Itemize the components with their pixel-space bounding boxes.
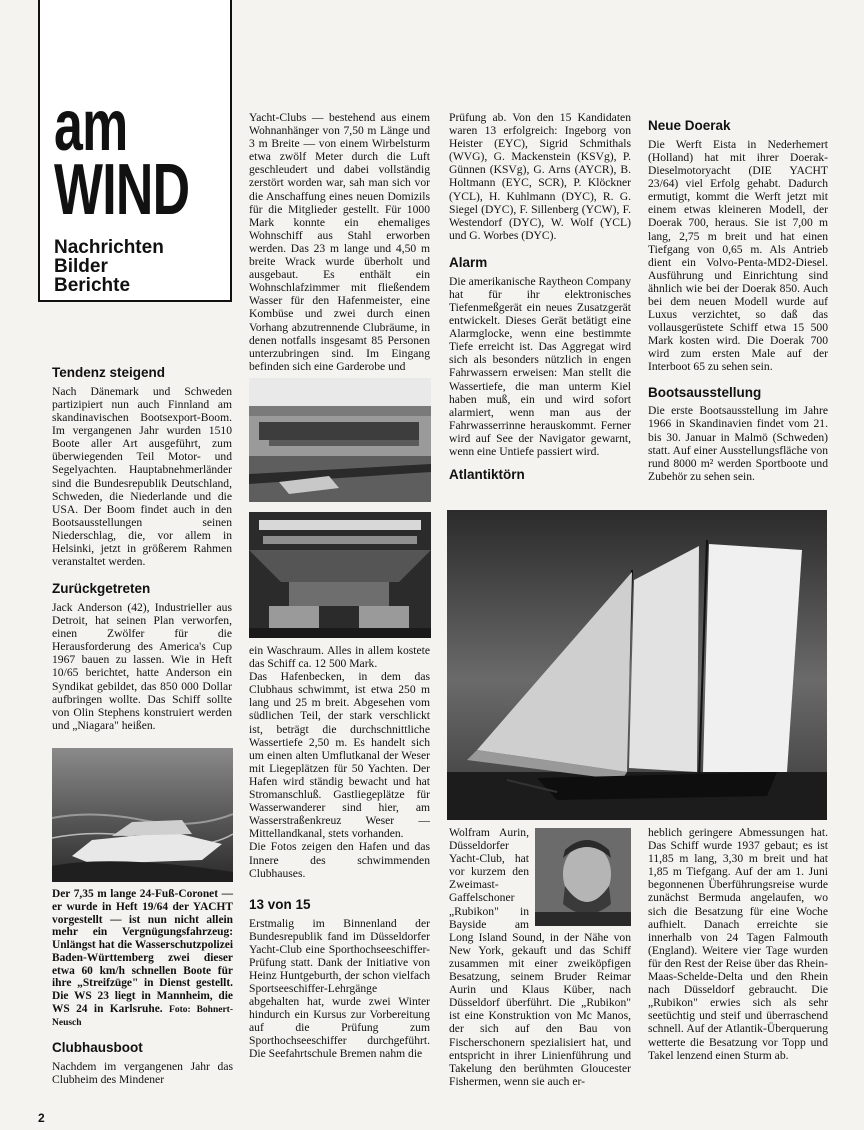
heading-bootsausstellung: Bootsausstellung <box>648 384 762 400</box>
masthead-subtitle <box>54 238 164 295</box>
heading-clubhausboot: Clubhausboot <box>52 1040 143 1055</box>
article-clubhausboot: Nachdem im vergangenen Jahr das Clubheim des Mindener <box>52 1059 233 1086</box>
masthead-sub-bilder: Bilder <box>54 256 108 277</box>
article-tendenz: Nach Dänemark und Schweden partizipiert nun auch Finnland am skandinavischen Bootsexport-Boom. Im vergangenen Jahr wurden 1510 Boote aller Art ausgeführt, zum überwiegenden Teil Motor- und Segelyachten. Hauptabnehmerländer sind die Bundesrepublik Deutschland, Schweden, die Niederlande und die USA. Der Boom findet auch in den Bootsausstellungen seinen Niederschlag, die, vor allem in Helsinki, jetzt in größerem Rahmen veranstaltet werden. <box>52 384 232 569</box>
article-hafenbecken: Das Hafenbecken, in dem das Clubhaus schwimmt, ist etwa 250 m lang und 25 m breit. Abgesehen vom südlichen Teil, der stark verschlickt ist, beträgt die durchschnittliche Wassertiefe 2,50 m. Es handelt sich um einen alten Umflutkanal der Weser mit Liegeplätzen für 50 Yachten. Der Hafen wird ständig bewacht und hat Stromanschluß. Gastliegeplätze für Wasserwanderer sind hier, am Wasserstraßenkreuz Weser — Mittellandkanal, stets vorhanden. <box>249 670 430 841</box>
article-neue-doerak: Die Werft Eista in Nederhemert (Holland) hat mit ihrer Doerak-Dieselmotoryacht (DIE YACHT 23/64) viel Erfolg gehabt. Dadurch ermutigt, kommt die Werft jetzt mit einem etwas kleineren Modell, der Doerak 700, heraus. Sie ist 7,00 m lang, 2,75 m breit und hat einen Tiefgang von 0,65 m. Als Antrieb dient ein Volvo-Penta-MD2-Diesel. Ausführung und Einrichtung sind ähnlich wie bei der Doerak 850. Auch bei dem neuen Modell wurde auf Luxus verzichtet, so daß das vollausgerüstete Schiff etwa 15 500 Mark kosten wird. Die Doerak 700 wird zum ersten Male auf der Interboot 65 zu sehen sein. <box>648 137 828 374</box>
heading-alarm: Alarm <box>449 254 488 270</box>
masthead-am: am <box>54 86 128 166</box>
caption-text: Der 7,35 m lange 24-Fuß-Coronet — er wurde in Heft 19/64 der YACHT vorgestellt — ist nun nicht allein mehr ein Vergnügungsfahrzeug: Unlängst hat die Wasserschutzpolizei Baden-Württemberg zwei dieser etwa 60 km/h schnellen Boote für ihre „Streifzüge" in Dienst gestellt. Die WS 23 liegt in Mannheim, die WS 24 in Karlsruhe. <box>52 888 233 1015</box>
schooner-rubikon-photo <box>447 510 827 820</box>
column-2-middle <box>249 644 430 1061</box>
heading-atlantiktoern: Atlantiktörn <box>449 467 525 483</box>
page-number: 2 <box>38 1111 45 1125</box>
heading-neue-doerak: Neue Doerak <box>648 118 731 133</box>
masthead-wind: WIND <box>54 150 190 230</box>
article-alarm: Die amerikanische Raytheon Company hat für ihr elektronisches Tiefenmeßgerät ein neues Zusatzgerät entwickelt. Dieses Gerät betätigt eine Alarmglocke, wenn eine bestimmte Tiefe erreicht ist. Das Aggregat wird sich als besonders nützlich in engen Fahrwassern erweisen: Man stellt die Wassertiefe, die man unterm Kiel haben muß, ein und wird sofort alarmiert, wenn man aus der Fahrwasserrinne herauskommt. Ferner wird auf See der Navigator gewarnt, wenn eine Untiefe passiert wird. <box>449 274 631 458</box>
column-3-bottom <box>449 826 631 1088</box>
coronet-photo-caption <box>52 888 233 1028</box>
coronet-boat-photo <box>52 748 233 882</box>
masthead-sub-berichte: Berichte <box>54 275 131 296</box>
heading-13-von-15: 13 von 15 <box>249 896 311 912</box>
column-4-bottom <box>648 826 828 1062</box>
article-clubhaus-cost: ein Waschraum. Alles in allem kostete das Schiff ca. 12 500 Mark. <box>249 644 430 671</box>
article-13-von-15: Erstmalig im Binnenland der Bundesrepublik fand im Düsseldorfer Yacht-Club eine Sporthochseeschiffer-Prüfung statt. Dank der Initiative von Heinz Huntgeburth, der schon vielfach Sportseeschiffer-Lehrgänge abgehalten hat, wurde zwei Winter hindurch ein Kursus zur Vorbereitung auf die Prüfung zum Sporthochseeschiffer durchgeführt. Die Seefahrtschule Bremen nahm die <box>249 916 430 1061</box>
article-clubhaus-continued: Yacht-Clubs — bestehend aus einem Wohnanhänger von 7,50 m Länge und 3 m Breite — von einem Wirbelsturm etwa zwölf Meter durch die Luft geschleudert und dabei vollständig zerstört worden war, sah man sich vor die Anschaffung eines neuen Domizils für die Mitglieder gestellt. Für 1000 Mark konnte ein ehemaliges Wohnschiff aus Stahl erworben werden. Das 23 m lange und 4,50 m breite Wrack wurde überholt und ausgebaut. Es enthält ein Wohnschlafzimmer mit fließendem Wasser für den Hafenmeister, eine Kombüse und zwei durch einen Vorhang abzutrennende Clubräume, in denen notfalls insgesamt 85 Personen unterzubringen sind. Im Eingang befinden sich eine Garderobe und <box>249 111 430 373</box>
heading-zurueckgetreten: Zurückgetreten <box>52 581 151 597</box>
column-4-top <box>648 111 828 483</box>
article-atlantiktoern-continued: heblich geringere Abmessungen hat. Das Schiff wurde 1937 gebaut; es ist 11,85 m lang, 3,30 m breit und hat 1,85 m Tiefgang. Auf der am 1. Juni begonnenen Überführungsreise wurde zunächst Bermuda angelaufen, wo sich die Besatzung für eine Woche aufhielt. Danach erreichte sie innerhalb von 24 Tagen Falmouth (England). Weitere vier Tage wurden für den Rest der Reise über das Rhein-Maas-Schelde-Delta und den Rhein nach Düsseldorf gebraucht. Die „Rubikon" erwies sich als sehr seetüchtig und steif und überraschend schnell. Auf der Atlantik-Überquerung wetterte die Besatzung vor Topp und Takel lenzend einen Sturm ab. <box>648 826 828 1062</box>
article-zurueckgetreten: Jack Anderson (42), Industrieller aus Detroit, hat seinen Plan verworfen, einen Zwölfer für die Herausforderung des America's Cup 1967 bauen zu lassen. Wie in Heft 10/65 berichtet, hatte Anderson ein Syndikat gebildet, das 850 000 Dollar aufbringen wollte. Das Schiff sollte von Olin Stephens konstruiert werden und „Niagara" heißen. <box>52 601 232 732</box>
article-atlantiktoern: Wolfram Aurin, Düsseldorfer Yacht-Club, hat vor kurzem den Zweimast-Gaffelschoner „Rubikon" in Bayside am Long Island Sound, in der Nähe von New York, gekauft und das Schiff zusammen mit einer zweiköpfigen Besatzung, seinem Bruder Reimar Aurin und Klaus Küber, nach Düsseldorf überführt. Die „Rubikon" ist eine Konstruktion von Mc Manos, der sich auf den Bau von Fischerschonern spezialisiert hat, und entspricht in ihrer Linienführung und Takelung den berühmten Gloucester Fishermen, wenn sie auch er- <box>449 826 631 1088</box>
article-13-von-15-continued: Prüfung ab. Von den 15 Kandidaten waren 13 erfolgreich: Ingeborg von Heister (EYC), Sigrid Schmithals (WVG), G. Mackenstein (KSVg), P. Günnen (KSVg), G. Arns (AYCR), B. Holtmann (EYC, SCR), P. Klöckner (YCL), H. Kuhlmann (DYC), R. G. Siegel (DYC), F. Sillenberg (YCW), F. Westendorf (DYC), W. Wolf (YCL) und G. Worbes (DYC). <box>449 111 631 242</box>
harbour-photo <box>249 378 431 502</box>
column-1-top <box>52 358 232 732</box>
photo-credit: Foto: Bohnert-Neusch <box>52 1004 234 1028</box>
article-bootsausstellung: Die erste Bootsausstellung im Jahre 1966 in Skandinavien findet vom 21. bis 30. Januar in Malmö (Schweden) statt. Auf einer Ausstellungsfläche von rund 8000 m² werden Sportboote und Zubehör zu sehen sein. <box>648 404 828 483</box>
column-2-top <box>249 111 430 373</box>
column-3-top <box>449 111 631 487</box>
heading-tendenz: Tendenz steigend <box>52 365 166 380</box>
clubhouse-interior-photo <box>249 512 431 638</box>
crew-portrait-photo <box>535 828 631 926</box>
column-1-bottom <box>52 1033 233 1086</box>
article-fotos: Die Fotos zeigen den Hafen und das Innere des schwimmenden Clubhauses. <box>249 840 430 880</box>
masthead <box>38 0 232 302</box>
masthead-sub-nachrichten: Nachrichten <box>54 237 164 258</box>
